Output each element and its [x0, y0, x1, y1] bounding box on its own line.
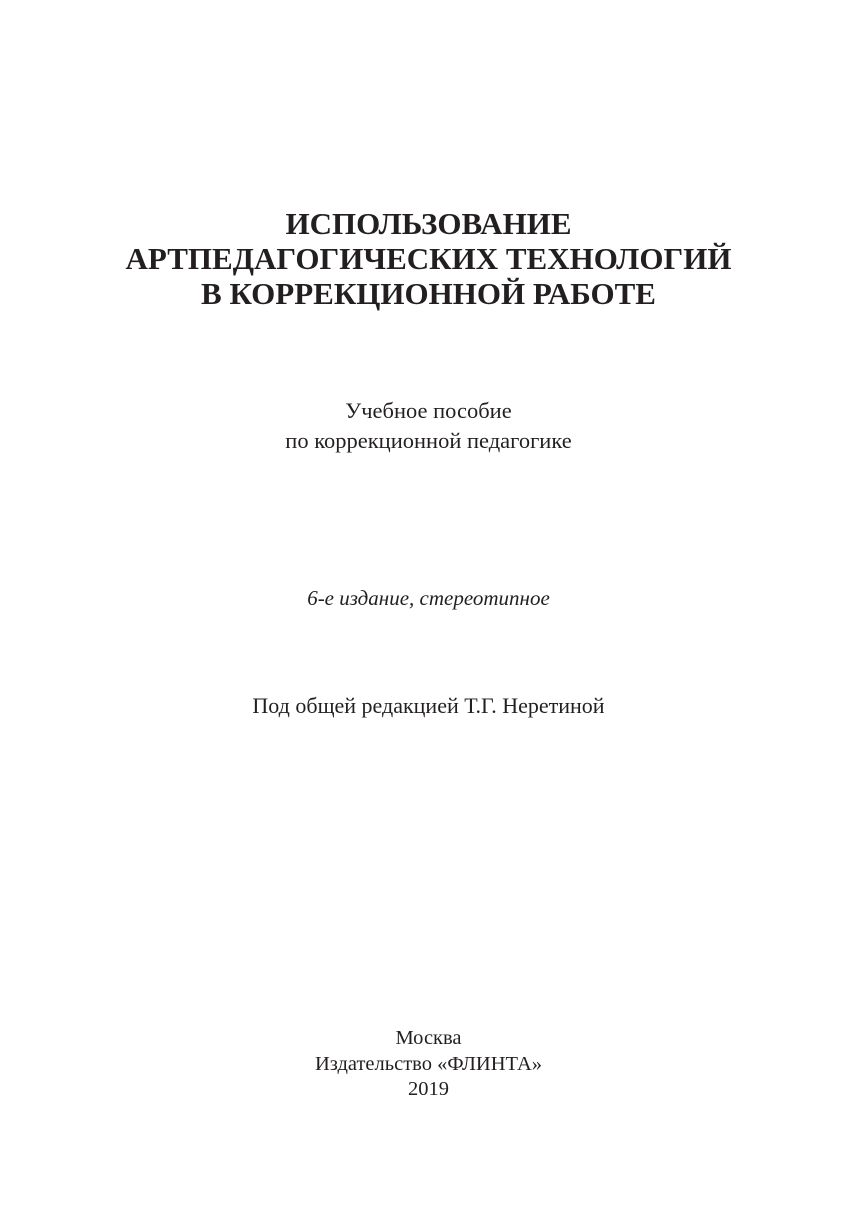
edition-note [0, 585, 857, 611]
edition-text: 6-е издание, стереотипное [307, 586, 550, 610]
imprint-year: 2019 [408, 1078, 449, 1100]
book-subtitle-line-1: Учебное пособие [345, 398, 512, 423]
book-title [0, 206, 857, 311]
book-title-line-1: ИСПОЛЬЗОВАНИЕ [285, 206, 572, 241]
imprint-city: Москва [395, 1027, 462, 1049]
publisher-imprint [0, 1026, 857, 1103]
editor-text: Под общей редакцией Т.Г. Неретиной [252, 693, 605, 718]
editor-credit [0, 692, 857, 720]
book-subtitle-line-2: по коррекционной педагогике [285, 428, 572, 453]
book-title-line-3: В КОРРЕКЦИОННОЙ РАБОТЕ [201, 276, 656, 311]
book-subtitle [0, 396, 857, 456]
imprint-publisher: Издательство «ФЛИНТА» [314, 1052, 543, 1075]
book-title-line-2: АРТПЕДАГОГИЧЕСКИХ ТЕХНОЛОГИЙ [125, 241, 732, 276]
